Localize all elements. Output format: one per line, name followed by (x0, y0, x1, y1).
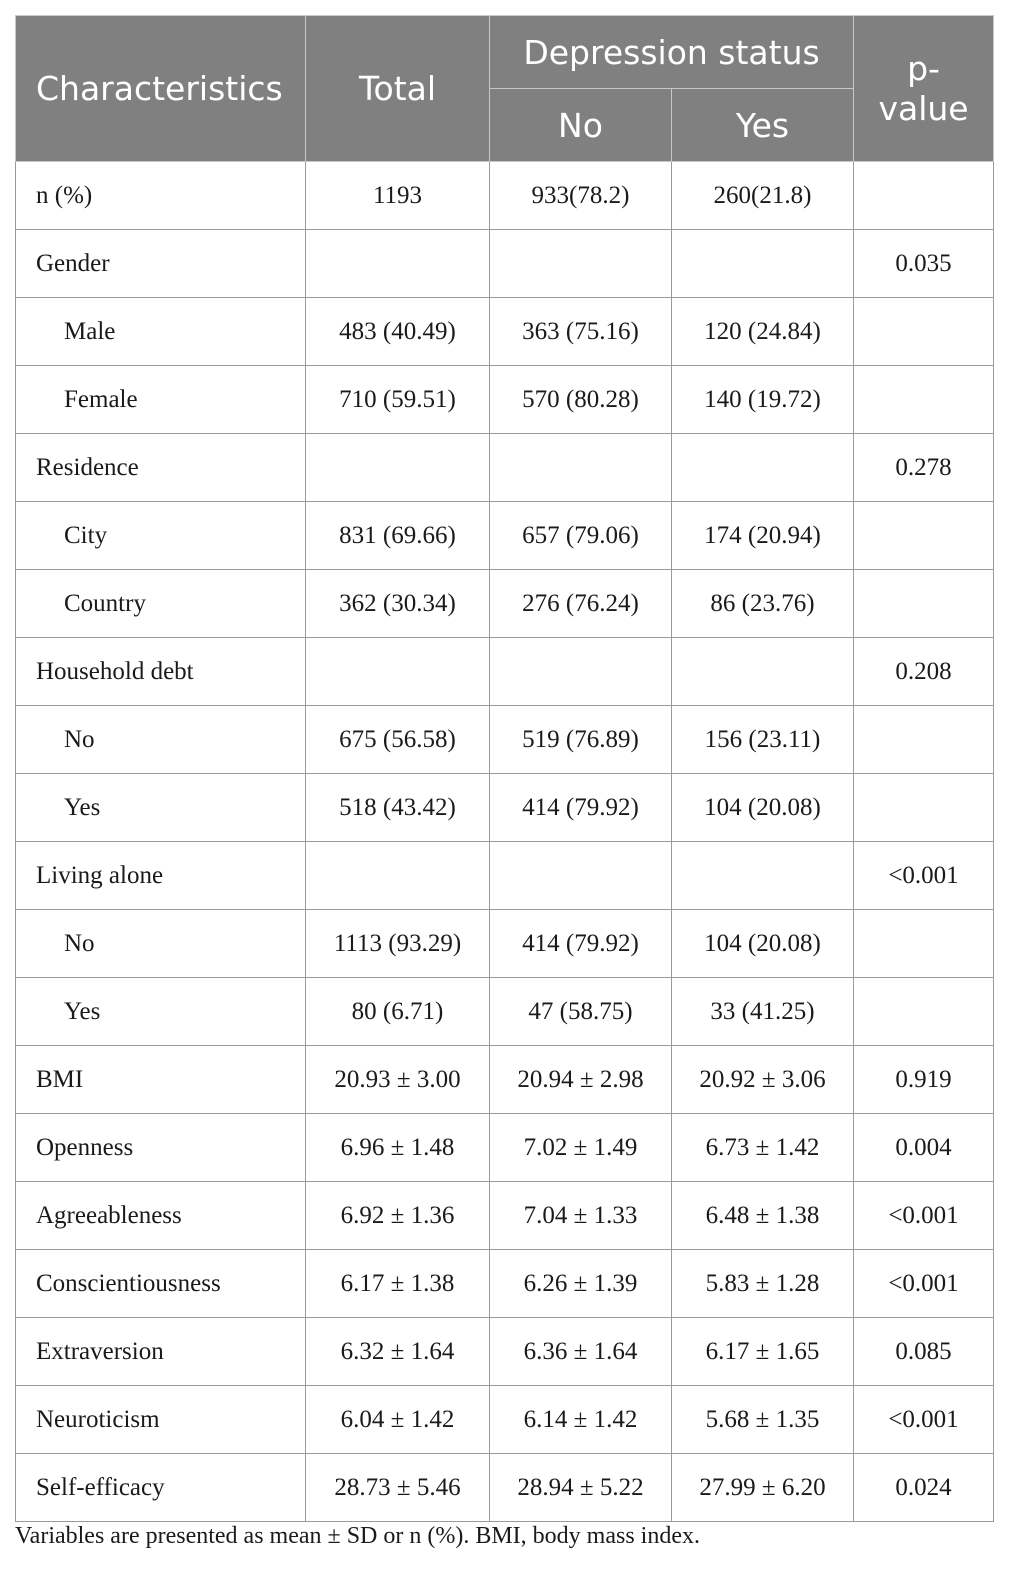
header-yes: Yes (672, 89, 854, 162)
cell-no: 7.04 ± 1.33 (490, 1182, 672, 1250)
table-row (16, 1318, 994, 1386)
row-label: Agreeableness (16, 1182, 306, 1250)
cell-total: 675 (56.58) (306, 706, 490, 774)
row-label: Female (16, 366, 306, 434)
table-row (16, 978, 994, 1046)
row-label: Residence (16, 434, 306, 502)
cell-yes: 20.92 ± 3.06 (672, 1046, 854, 1114)
cell-yes: 174 (20.94) (672, 502, 854, 570)
header-total: Total (306, 16, 490, 162)
header-depression-status: Depression status (490, 16, 854, 89)
cell-no: 20.94 ± 2.98 (490, 1046, 672, 1114)
table-row (16, 1454, 994, 1522)
cell-yes: 33 (41.25) (672, 978, 854, 1046)
cell-no (490, 434, 672, 502)
cell-p-value: <0.001 (854, 842, 994, 910)
row-label: Openness (16, 1114, 306, 1182)
row-label: Yes (16, 774, 306, 842)
cell-p-value: 0.035 (854, 230, 994, 298)
cell-yes: 6.17 ± 1.65 (672, 1318, 854, 1386)
table-row (16, 1250, 994, 1318)
row-label: Gender (16, 230, 306, 298)
table-row (16, 570, 994, 638)
table-row (16, 910, 994, 978)
table-row (16, 1386, 994, 1454)
cell-p-value (854, 570, 994, 638)
cell-no: 363 (75.16) (490, 298, 672, 366)
cell-p-value (854, 706, 994, 774)
table-row (16, 1046, 994, 1114)
cell-total: 6.04 ± 1.42 (306, 1386, 490, 1454)
cell-total: 518 (43.42) (306, 774, 490, 842)
cell-p-value: 0.024 (854, 1454, 994, 1522)
row-label: Country (16, 570, 306, 638)
cell-p-value: 0.004 (854, 1114, 994, 1182)
cell-yes: 104 (20.08) (672, 910, 854, 978)
cell-no (490, 842, 672, 910)
cell-p-value: 0.919 (854, 1046, 994, 1114)
cell-total: 28.73 ± 5.46 (306, 1454, 490, 1522)
cell-yes: 6.73 ± 1.42 (672, 1114, 854, 1182)
cell-total: 710 (59.51) (306, 366, 490, 434)
cell-total: 6.96 ± 1.48 (306, 1114, 490, 1182)
header-no: No (490, 89, 672, 162)
cell-p-value (854, 978, 994, 1046)
row-label: Extraversion (16, 1318, 306, 1386)
row-label: Neuroticism (16, 1386, 306, 1454)
table-row (16, 1182, 994, 1250)
cell-yes: 27.99 ± 6.20 (672, 1454, 854, 1522)
cell-total: 6.92 ± 1.36 (306, 1182, 490, 1250)
cell-total: 6.17 ± 1.38 (306, 1250, 490, 1318)
table-row (16, 774, 994, 842)
cell-no: 276 (76.24) (490, 570, 672, 638)
cell-no: 6.36 ± 1.64 (490, 1318, 672, 1386)
cell-total: 1193 (306, 162, 490, 230)
cell-yes: 156 (23.11) (672, 706, 854, 774)
cell-yes: 6.48 ± 1.38 (672, 1182, 854, 1250)
cell-yes (672, 638, 854, 706)
cell-total: 362 (30.34) (306, 570, 490, 638)
cell-total: 483 (40.49) (306, 298, 490, 366)
table-row (16, 230, 994, 298)
header-p-value (854, 16, 994, 162)
cell-no: 47 (58.75) (490, 978, 672, 1046)
cell-no: 28.94 ± 5.22 (490, 1454, 672, 1522)
cell-no: 6.26 ± 1.39 (490, 1250, 672, 1318)
cell-p-value (854, 366, 994, 434)
cell-p-value: 0.278 (854, 434, 994, 502)
cell-yes (672, 434, 854, 502)
cell-total: 6.32 ± 1.64 (306, 1318, 490, 1386)
cell-no: 6.14 ± 1.42 (490, 1386, 672, 1454)
cell-no (490, 230, 672, 298)
cell-no: 414 (79.92) (490, 774, 672, 842)
cell-total (306, 638, 490, 706)
cell-p-value (854, 502, 994, 570)
cell-p-value (854, 910, 994, 978)
row-label: Male (16, 298, 306, 366)
header-p-value-line1: p- (907, 48, 940, 88)
table-row (16, 842, 994, 910)
row-label: Conscientiousness (16, 1250, 306, 1318)
cell-total: 20.93 ± 3.00 (306, 1046, 490, 1114)
cell-total (306, 230, 490, 298)
cell-no (490, 638, 672, 706)
cell-yes: 5.83 ± 1.28 (672, 1250, 854, 1318)
cell-yes: 260(21.8) (672, 162, 854, 230)
cell-total: 831 (69.66) (306, 502, 490, 570)
header-p-value-line2: value (878, 88, 969, 128)
cell-p-value: <0.001 (854, 1386, 994, 1454)
cell-p-value (854, 774, 994, 842)
cell-yes: 5.68 ± 1.35 (672, 1386, 854, 1454)
table-row (16, 298, 994, 366)
cell-p-value (854, 162, 994, 230)
cell-p-value: 0.085 (854, 1318, 994, 1386)
cell-p-value (854, 298, 994, 366)
cell-no: 414 (79.92) (490, 910, 672, 978)
table-row (16, 638, 994, 706)
cell-yes (672, 842, 854, 910)
table-header (16, 16, 994, 162)
cell-no: 570 (80.28) (490, 366, 672, 434)
row-label: Household debt (16, 638, 306, 706)
cell-yes: 104 (20.08) (672, 774, 854, 842)
table-row (16, 162, 994, 230)
cell-no: 933(78.2) (490, 162, 672, 230)
row-label: Yes (16, 978, 306, 1046)
cell-yes: 140 (19.72) (672, 366, 854, 434)
cell-p-value: <0.001 (854, 1182, 994, 1250)
row-label: Self-efficacy (16, 1454, 306, 1522)
cell-total: 1113 (93.29) (306, 910, 490, 978)
table-row (16, 366, 994, 434)
characteristics-table-container (15, 15, 993, 1522)
table-footnote: Variables are presented as mean ± SD or n (%). BMI, body mass index. (15, 1523, 700, 1549)
cell-no: 519 (76.89) (490, 706, 672, 774)
cell-yes: 86 (23.76) (672, 570, 854, 638)
row-label: n (%) (16, 162, 306, 230)
table-row (16, 706, 994, 774)
row-label: BMI (16, 1046, 306, 1114)
row-label: Living alone (16, 842, 306, 910)
table-body (16, 162, 994, 1522)
row-label: No (16, 706, 306, 774)
table-row (16, 434, 994, 502)
cell-yes: 120 (24.84) (672, 298, 854, 366)
cell-yes (672, 230, 854, 298)
cell-no: 7.02 ± 1.49 (490, 1114, 672, 1182)
header-characteristics: Characteristics (16, 16, 306, 162)
row-label: City (16, 502, 306, 570)
cell-p-value: 0.208 (854, 638, 994, 706)
cell-no: 657 (79.06) (490, 502, 672, 570)
row-label: No (16, 910, 306, 978)
table-row (16, 1114, 994, 1182)
cell-p-value: <0.001 (854, 1250, 994, 1318)
cell-total (306, 434, 490, 502)
characteristics-table (15, 15, 994, 1522)
cell-total: 80 (6.71) (306, 978, 490, 1046)
cell-total (306, 842, 490, 910)
table-row (16, 502, 994, 570)
